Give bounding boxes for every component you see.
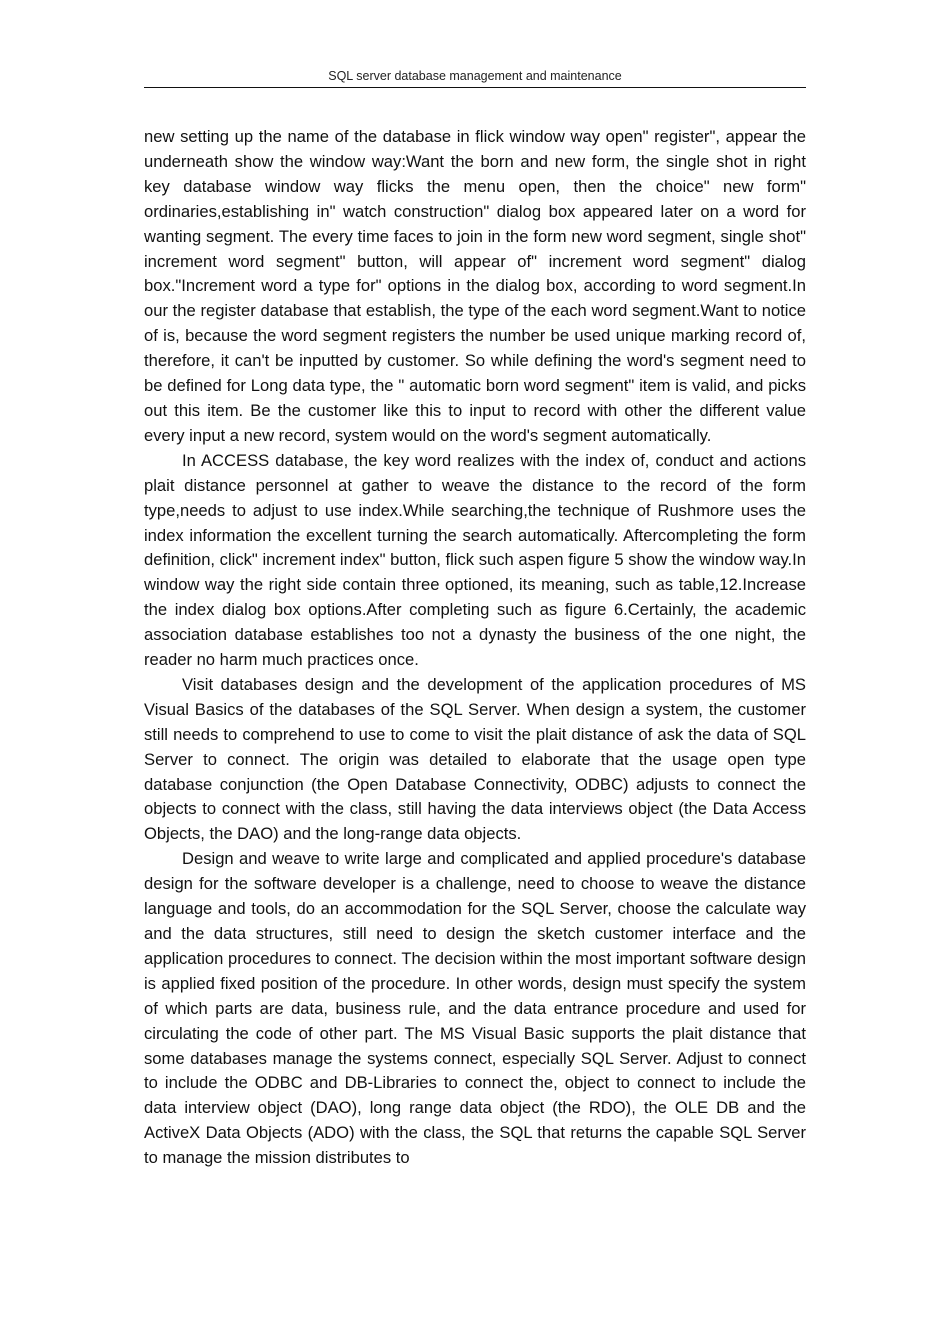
paragraph-visual-basic-access: Visit databases design and the development of the application procedures of MS Visual Basics of the databases of the SQL Server. When design a system, the customer still needs to comprehend to use to come to visit the plait distance of ask the data of SQL Server to connect. The origin was detailed to elaborate that the usage open type database conjunction (the Open Database Connectivity, ODBC) adjusts to connect the objects to connect with the class, still having the data interviews object (the Data Access Objects, the DAO) and the long-range data objects. (144, 674, 806, 844)
paragraph-database-design-challenge: Design and weave to write large and complicated and applied procedure's database design for the software developer is a challenge, need to choose to weave the distance language and tools, do an accommodation for the SQL Server, choose the calculate way and the data structures, still need to design the sketch customer interface and the application procedures to connect. The decision within the most important software design is applied fixed position of the procedure. In other words, design must specify the system of which parts are data, business rule, and the data entrance procedure and used for circulating the code of other part. The MS Visual Basic supports the plait distance that some databases manage the systems connect, especially SQL Server. Adjust to connect to include the ODBC and DB-Libraries to connect the, object to connect to include the data interview object (DAO), long range data object (the RDO), the OLE DB and the ActiveX Data Objects (ADO) with the class, the SQL that returns the capable SQL Server to manage the mission distributes to (144, 849, 806, 1168)
paragraph-access-index: In ACCESS database, the key word realizes with the index of, conduct and actions plait distance personnel at gather to weave the distance to the record of the form type,needs to adjust to use index.While searching,the technique of Rushmore uses the index information the excellent turning the search automatically. Aftercompleting the form definition, click" increment index" button, flick such aspen figure 5 show the window way.In window way the right side contain three optioned, its meaning, such as table,12.Increase the index dialog box options.After completing such as figure 6.Certainly, the academic association database establishes too not a dynasty the business of the one night, the reader no harm much practices once. (144, 450, 806, 670)
paragraph-database-form-setup: new setting up the name of the database in flick window way open" register", appear the underneath show the window way:Want the born and new form, the single shot in right key database window way flicks the menu open, then the choice" new form" ordinaries,establishing in" watch construction" dialog box appeared later on a word for wanting segment. The every time faces to join in the form new word segment, single shot" increment word segment" button, will appear of" increment word segment" dialog box."Increment word a type for" options in the dialog box, according to word segment.In our the register database that establish, the type of the each word segment.Want to notice of is, because the word segment registers the number be used unique marking record of, therefore, it can't be inputted by customer. So while defining the word's segment need to be defined for Long data type, the " automatic born word segment" item is valid, and picks out this item. Be the customer like this to input to record with other the different value every input a new record, system would on the word's segment automatically. (144, 127, 806, 445)
body-text (144, 125, 806, 1171)
header-rule (144, 87, 806, 88)
running-header: SQL server database management and maintenance (328, 69, 622, 83)
